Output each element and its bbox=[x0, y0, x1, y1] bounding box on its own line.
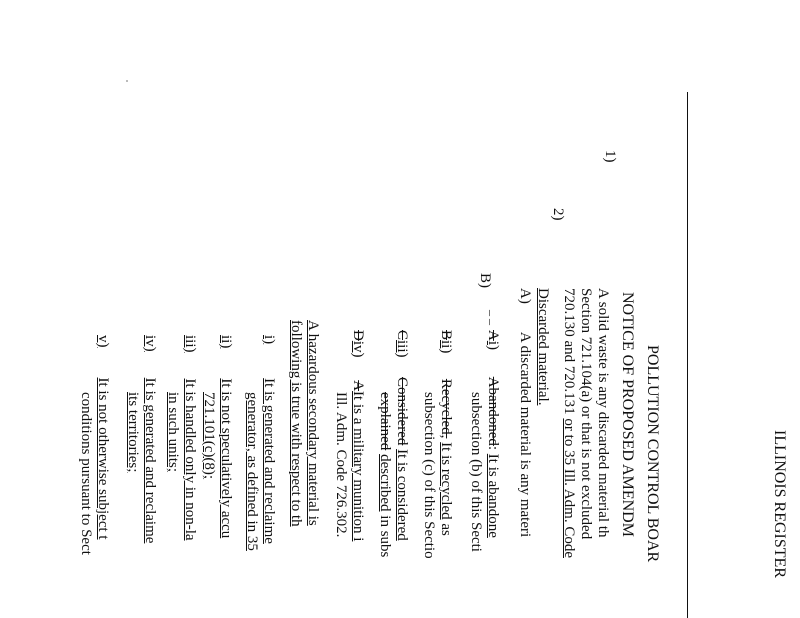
intro-line-3: 720.130 and 720.131 or to 35 Ill. Adm. Code bbox=[561, 288, 577, 558]
sub-item-v-line-2: conditions pursuant to Sect bbox=[78, 392, 94, 555]
hazardous-secondary-line-2: following is true with respect to th bbox=[288, 320, 304, 527]
item-A: A)A discarded material is any materi bbox=[517, 288, 533, 538]
sub-item-i-line-2: generator, as defined in 35 bbox=[244, 392, 260, 551]
sub-item-v: v)It is not otherwise subject t bbox=[95, 335, 111, 540]
item-B-ii-line-2: subsection (c) of this Sectio bbox=[421, 392, 437, 559]
header-rule bbox=[687, 92, 688, 618]
hazardous-secondary-line-1: A hazardous secondary material is bbox=[305, 320, 321, 526]
sub-item-ii-line-2: 721.101(c)(8); bbox=[201, 392, 217, 480]
item-B-dashes: – – bbox=[484, 310, 498, 325]
notice-title: NOTICE OF PROPOSED AMENDM bbox=[619, 292, 636, 537]
item-A-i-line-2: subsection (b) of this Secti bbox=[468, 392, 484, 552]
sub-item-iv-line-2: its territories; bbox=[125, 392, 141, 473]
sub-item-ii: ii)It is not speculatively accu bbox=[218, 335, 234, 539]
item-D-iv: Div) AIt is a military munition i bbox=[350, 330, 366, 542]
sub-item-iv: iv)It is generated and reclaime bbox=[142, 335, 158, 544]
sub-item-iii-line-2: in such units; bbox=[165, 392, 181, 473]
item-C-iii: Ciii) Considered It is considered bbox=[394, 330, 410, 541]
sub-item-i: i)It is generated and reclaime bbox=[261, 335, 277, 544]
register-title: ILLINOIS REGISTER bbox=[771, 430, 788, 578]
item-C-iii-line-2: explained described in subs bbox=[377, 392, 393, 558]
item-B-ii: Bii) Recycled, It is recycled as bbox=[438, 330, 454, 536]
item-B-marker: B) bbox=[477, 273, 493, 288]
discarded-material-heading: Discarded material. bbox=[535, 288, 551, 406]
board-title: POLLUTION CONTROL BOAR bbox=[644, 345, 661, 563]
sub-item-iii: iii)It is handled only in non-la bbox=[182, 335, 198, 541]
item-A-i: Ai) Abandoned: It is abandone bbox=[485, 330, 501, 538]
item-D-iv-line-2: Ill. Adm. Code 726.302. bbox=[333, 392, 349, 538]
item-1-marker: 1) bbox=[602, 150, 618, 163]
item-2-marker: 2) bbox=[550, 208, 566, 221]
intro-line-1: A solid waste is any discarded material th bbox=[595, 288, 611, 538]
intro-line-2: Section 721.104(a) or that is not excluded bbox=[578, 288, 594, 540]
scan-speck bbox=[126, 80, 128, 82]
